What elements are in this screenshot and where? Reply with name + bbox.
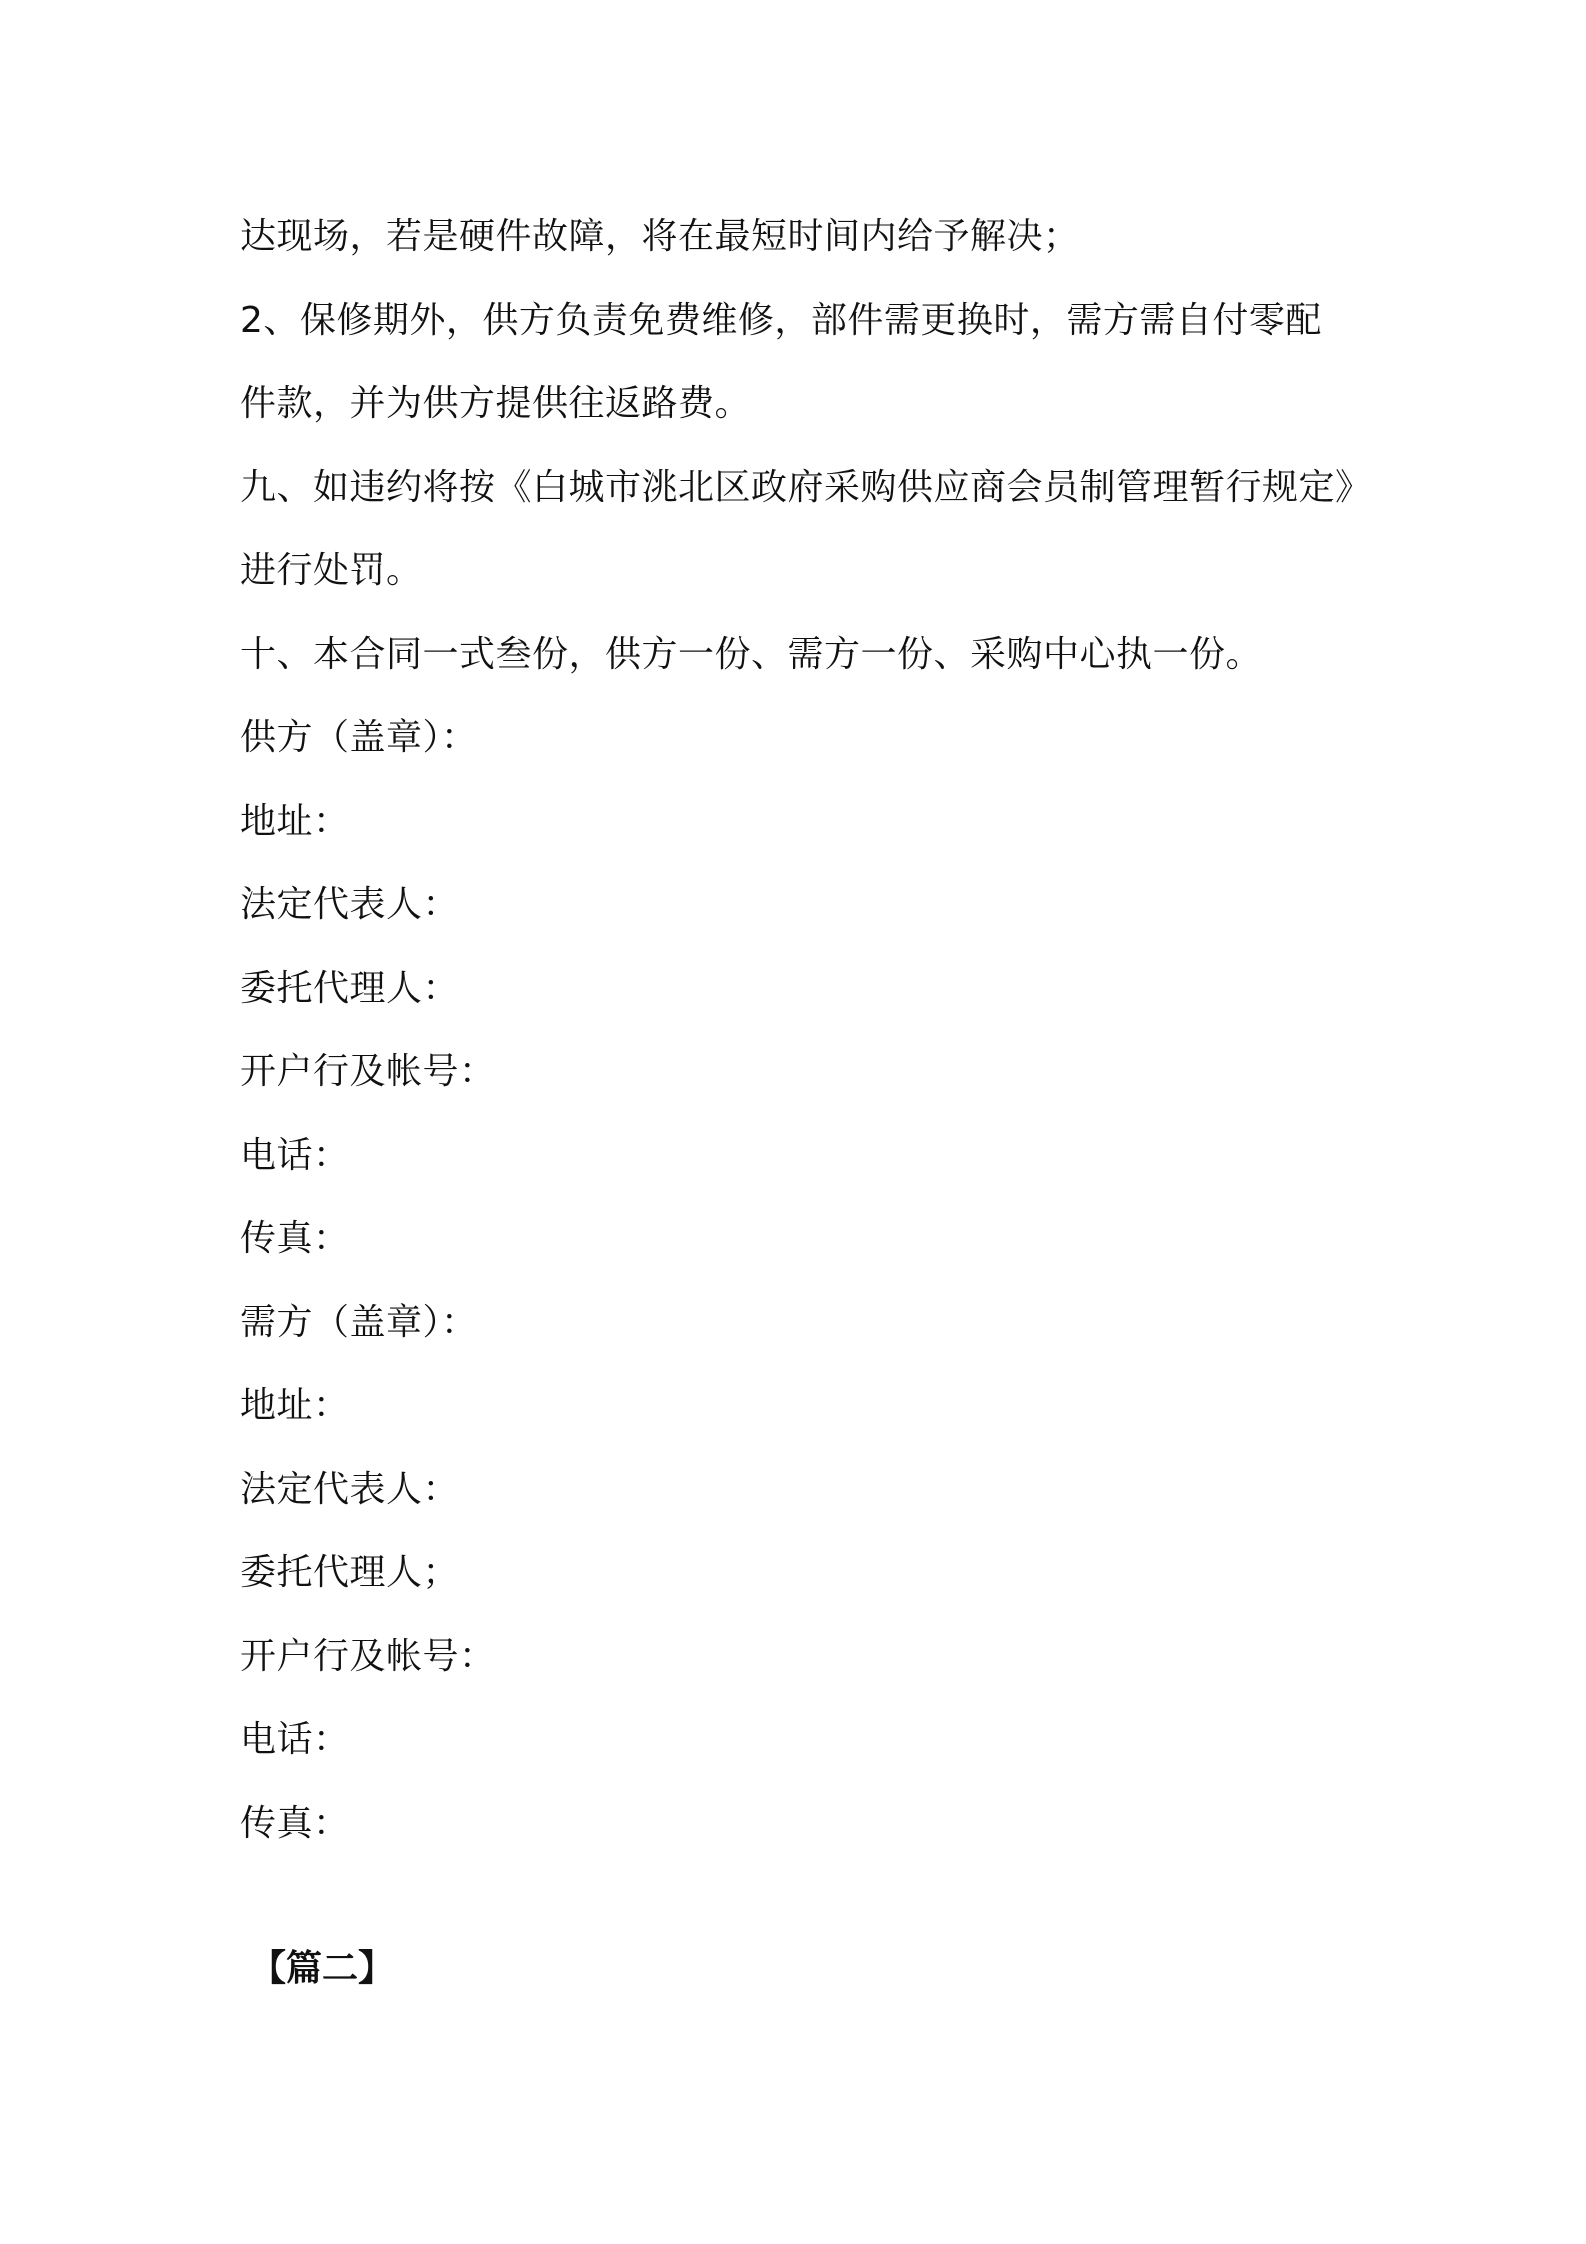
supplier-address-label: 地址： (240, 800, 350, 842)
section-heading: 【篇二】 (250, 1948, 395, 1989)
supplier-seal-label: 供方（盖章）： (240, 717, 478, 758)
text-line: 进行处罚。 (240, 550, 423, 591)
buyer-phone-label: 电话： (240, 1719, 350, 1760)
text-line: 达现场，若是硬件故障，将在最短时间内给予解决； (240, 216, 1080, 257)
buyer-seal-label: 需方（盖章）： (240, 1301, 478, 1343)
supplier-legal-rep-label: 法定代表人： (240, 884, 460, 925)
buyer-legal-rep-label: 法定代表人： (240, 1468, 460, 1510)
supplier-fax-label: 传真： (240, 1218, 350, 1259)
text-line: 九、如违约将按《白城市洮北区政府采购供应商会员制管理暂行规定》 (240, 466, 1372, 508)
supplier-agent-label: 委托代理人： (240, 967, 460, 1009)
text-line: 件款，并为供方提供往返路费。 (240, 383, 752, 424)
supplier-bank-account-label: 开户行及帐号： (240, 1051, 496, 1092)
buyer-bank-account-label: 开户行及帐号： (240, 1635, 496, 1677)
buyer-fax-label: 传真： (240, 1802, 350, 1844)
contract-body (240, 195, 1372, 1865)
supplier-phone-label: 电话： (240, 1134, 350, 1176)
text-line: 2、保修期外，供方负责免费维修，部件需更换时，需方需自付零配 (240, 299, 1322, 341)
buyer-address-label: 地址： (240, 1385, 350, 1426)
buyer-agent-label: 委托代理人； (240, 1552, 460, 1593)
text-line: 十、本合同一式叁份，供方一份、需方一份、采购中心执一份。 (240, 633, 1263, 675)
